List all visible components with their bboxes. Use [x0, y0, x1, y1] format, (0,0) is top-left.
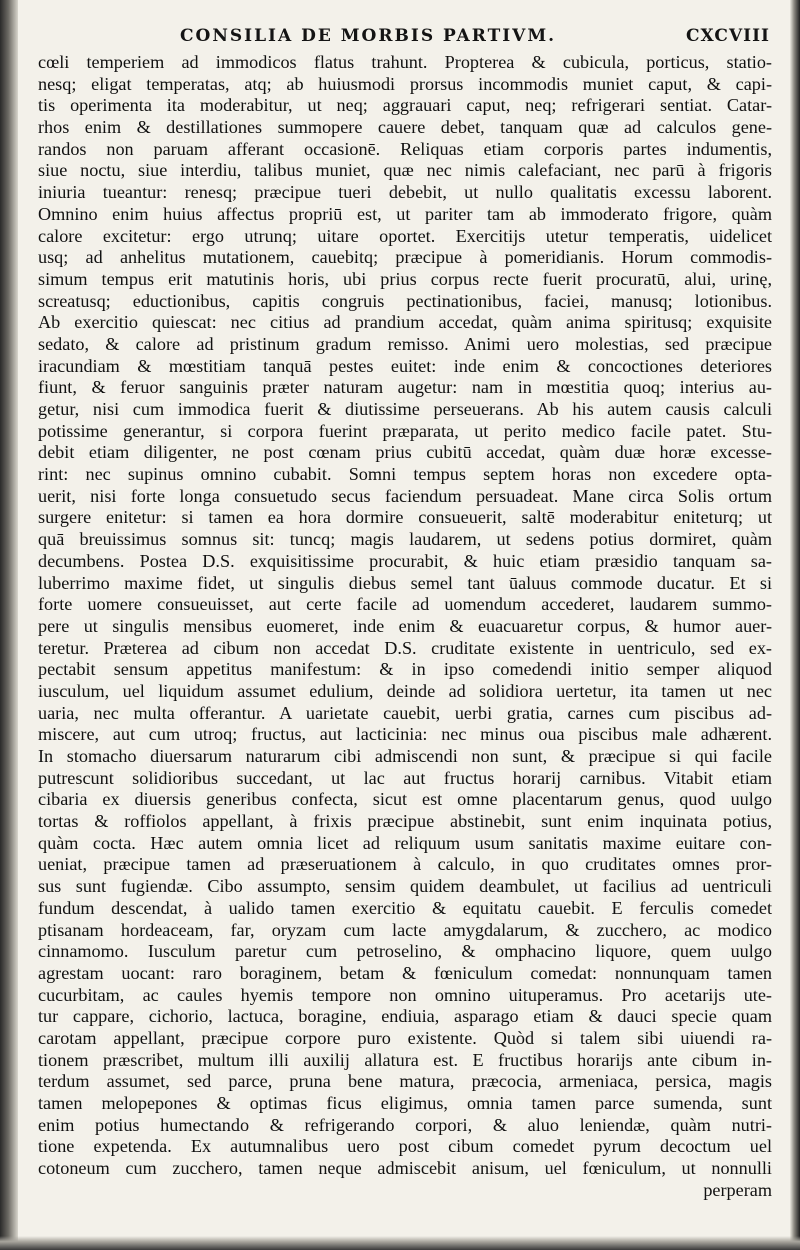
- text-line: luberrimo maxime fidet, ut singulis diebus semel tant ūaluus commode ducatur. Et si: [38, 572, 772, 593]
- text-line: rint: nec supinus omnino cubabit. Somni tempus septem horas non excedere opta-: [38, 464, 772, 485]
- running-title: CONSILIA DE MORBIS PARTIVM.: [180, 26, 557, 46]
- text-line: Ab exercitio quiescat: nec citius ad prandium accedat, quàm anima spiritusq; exquisite: [38, 312, 772, 333]
- text-line: cinnamomo. Iusculum paretur cum petroselino, & omphacino liquore, quem uulgo: [38, 941, 772, 962]
- text-line: debit etiam diligenter, ne post cœnam prius cubitū accedat, quàm duæ horæ excesse-: [38, 442, 772, 463]
- text-line: simum tempus erit matutinis horis, ubi prius corpus recte fuerit procuratū, alui, urinę,: [38, 268, 772, 289]
- text-line: terdum assumet, sed parce, pruna bene matura, præcocia, armeniaca, persica, magis: [38, 1071, 772, 1092]
- text-line: quā breuissimus somnus sit: tuncq; magis laudarem, ut sedens potius dormiret, quàm: [38, 529, 772, 550]
- page-bottom-shadow: [0, 1236, 800, 1250]
- text-line: getur, nisi cum immodica fuerit & diutissime perseuerans. Ab his autem causis calculi: [38, 399, 772, 419]
- text-line: pere ut singulis mensibus euomeret, inde enim & euacuaretur corpus, & humor auer-: [38, 615, 772, 636]
- text-line: tur cappare, cichorio, lactuca, boragine, endiuia, asparago etiam & dauci specie quam: [38, 1006, 772, 1027]
- text-line: randos non paruam afferant occasionē. Reliquas etiam corporis partes indumentis,: [38, 138, 772, 159]
- text-line: cœli temperiem ad immodicos flatus trahunt. Propterea & cubicula, porticus, statio-: [38, 52, 772, 72]
- page-header: [180, 26, 770, 52]
- text-line: quàm cocta. Hæc autem omnia licet ad reliquum usum sanitatis maxime euitare con-: [38, 832, 772, 853]
- text-line: enim potius humectando & refrigerando corpori, & aluo leniendæ, quàm nutri-: [38, 1114, 772, 1135]
- text-line: rhos enim & destillationes summopere cauere debet, tanquam quæ ad calculos gene-: [38, 117, 772, 138]
- text-line: uaria, nec multa offerantur. A uarietate cauebit, uerbi gratia, carnes cum piscibus ad-: [38, 702, 772, 723]
- text-line: fundum descendat, à ualido tamen exercitio & equitatu cauebit. E ferculis comedet: [38, 897, 772, 918]
- text-line: sedato, & calore ad pristinum gradum remisso. Animi uero molestias, sed præcipue: [38, 333, 772, 354]
- text-line: iracundiam & mœstitiam tanquā pestes euitet: inde enim & concoctiones deteriores: [38, 355, 772, 376]
- text-line: teretur. Præterea ad cibum non accedat D.S. cruditate existente in uentriculo, sed ex-: [38, 637, 772, 658]
- page-binding-shadow: [0, 0, 18, 1250]
- text-line: tione expetenda. Ex autumnalibus uero post cibum comedet pyrum decoctum uel: [38, 1136, 772, 1157]
- text-line: decumbens. Postea D.S. exquisitissime procurabit, & huic etiam præsidio tanquam sa-: [38, 550, 772, 571]
- text-line: potissime generantur, si corpora fuerint præparata, ut perito medico facile patet. Stu-: [38, 420, 772, 441]
- text-line: forte uomere consueuisset, aut certe facile ad uomendum accederet, laudarem summo-: [38, 594, 772, 615]
- text-line: tortas & roffiolos appellant, à frixis præcipue abstinebit, sunt enim inquinata potius,: [38, 811, 772, 832]
- text-line: iusculum, uel liquidum assumet edulium, deinde ad solidiora uertetur, ita tamen ut nec: [38, 680, 772, 701]
- text-line: fiunt, & feruor sanguinis præter naturam augetur: nam in mœstitia quoq; interius au-: [38, 377, 772, 398]
- text-line: uerit, nisi forte longa consuetudo secus faciendum persuadeat. Mane circa Solis ortum: [38, 485, 772, 506]
- text-line: miscere, aut cum utroq; fructus, aut lacticinia: nec minus oua piscibus male adhærent.: [38, 724, 772, 745]
- text-line: tamen melopepones & optimas ficus eligimus, omnia tamen parce sumenda, sunt: [38, 1093, 772, 1113]
- text-line: calore excitetur: ergo utrunq; uitare oportet. Exercitijs utetur temperatis, uidelicet: [38, 225, 772, 246]
- text-line: cibaria ex diuersis generibus confecta, sicut est omne placentarum genus, quod uulgo: [38, 789, 772, 810]
- text-line: surgere enitetur: si tamen ea hora dormire consueuerit, saltē moderabitur eniteturq; ut: [38, 507, 772, 528]
- text-line: Omnino enim huius affectus propriū est, ut pariter tam ab immoderato frigore, quàm: [38, 203, 772, 224]
- text-line: iniuria tueantur: renesq; præcipue tueri debebit, ut nullo qualitatis excessu laborent.: [38, 182, 772, 203]
- text-line: tionem præscribet, multum illi auxilij allatura est. E fructibus horarijs ante cibum in-: [38, 1049, 772, 1070]
- catchword: perperam: [703, 1179, 772, 1200]
- text-line: sus sunt fugiendæ. Cibo assumpto, sensim quidem deambulet, ut facilius ad uentriculi: [38, 876, 772, 897]
- folio-number: CXCVIII: [686, 26, 770, 46]
- text-line: tis operimenta ita moderabitur, ut neq; aggrauari caput, neq; refrigerari sentiat. Catar-: [38, 95, 772, 116]
- text-line: agrestam uocant: raro boraginem, betam & fœniculum comedat: nonnunquam tamen: [38, 962, 772, 983]
- text-line: screatusq; eductionibus, capitis congruis pectinationibus, faciei, manusq; lotionibus.: [38, 290, 772, 311]
- text-line: In stomacho diuersarum naturarum cibi admiscendi non sunt, & præcipue si qui facile: [38, 746, 772, 766]
- body-text: [38, 52, 772, 1201]
- text-line: ueniat, præcipue tamen ad præseruationem à calculo, in quo cruditates omnes pror-: [38, 854, 772, 875]
- text-line: cotoneum cum zucchero, tamen neque admiscebit anisum, uel fœniculum, ut nonnulli: [38, 1158, 772, 1179]
- text-line: siue noctu, siue interdiu, talibus muniet, quæ nec nimis calefaciant, nec parū à frigoris: [38, 160, 772, 181]
- text-line: nesq; eligat temperatas, atq; ab huiusmodi prorsus incommodis muniet caput, & capi-: [38, 73, 772, 94]
- text-line: pectabit sensum appetitus manifestum: & in ipso comedendi initio semper aliquod: [38, 659, 772, 680]
- text-line: ptisanam hordeaceam, far, oryzam cum lacte amygdalarum, & zucchero, ac modico: [38, 919, 772, 940]
- text-line: cucurbitam, ac caules hyemis tempore non omnino uituperamus. Pro acetarijs ute-: [38, 984, 772, 1005]
- text-line: usq; ad anhelitus mutationem, cauebitq; præcipue à pomeridianis. Horum commodis-: [38, 247, 772, 268]
- text-line: putrescunt solidioribus succedant, ut lac aut fructus horarij carnibus. Vitabit etiam: [38, 767, 772, 788]
- page-edge-shadow: [790, 0, 800, 1250]
- text-line: carotam appellant, præcipue corpore puro existente. Quòd si talem sibi uiuendi ra-: [38, 1027, 772, 1048]
